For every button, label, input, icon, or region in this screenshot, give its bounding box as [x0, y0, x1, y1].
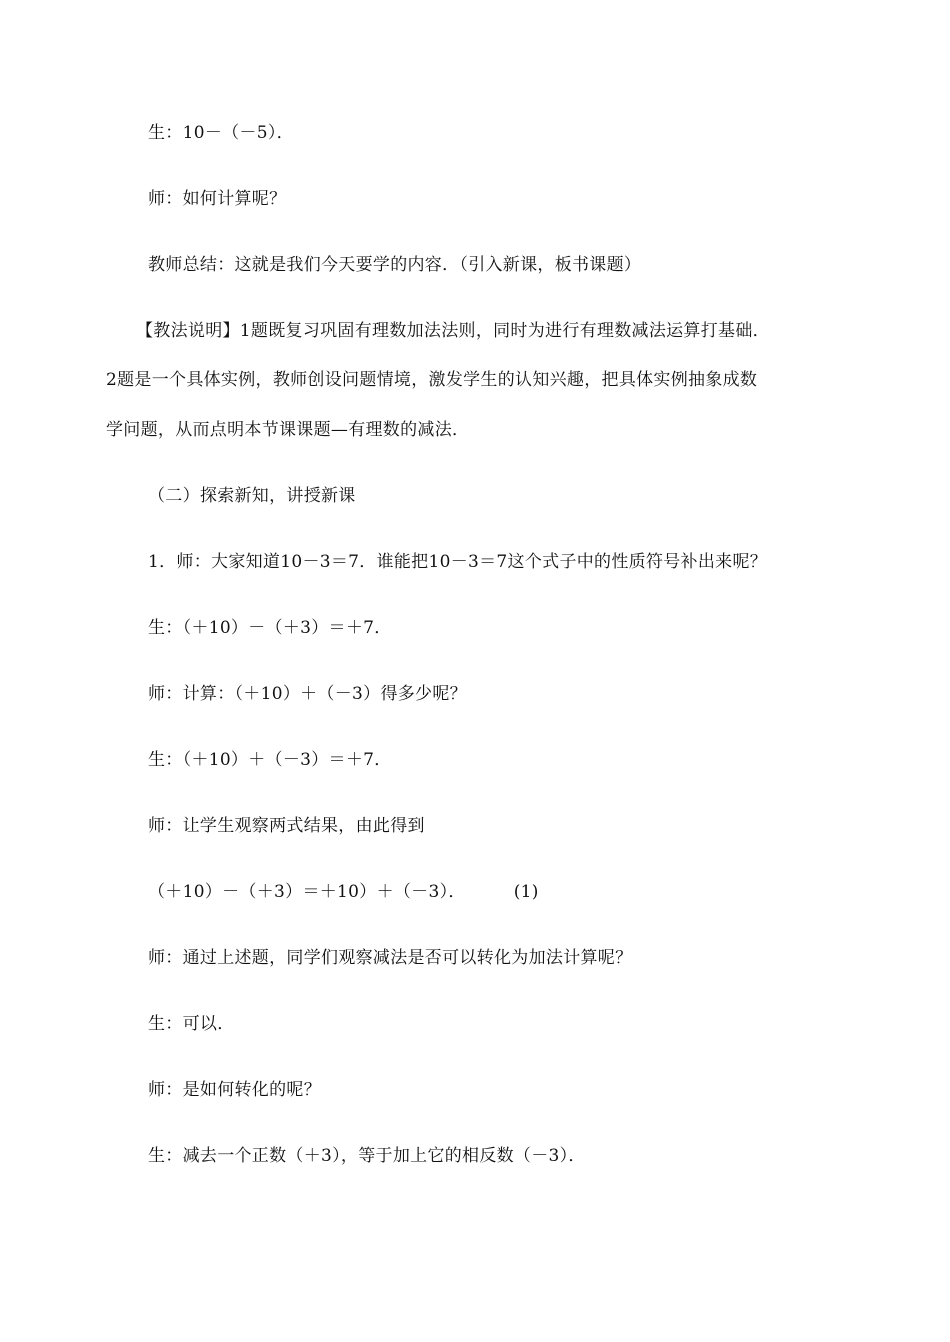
teacher-instruction-line: 师：让学生观察两式结果，由此得到 — [148, 816, 425, 836]
student-answer-line: 生：可以． — [148, 1014, 235, 1034]
teacher-summary-line: 教师总结：这就是我们今天要学的内容．（引入新课，板书课题） — [148, 255, 642, 275]
student-answer-line: 生：（＋10）－（＋3）＝＋7． — [148, 618, 392, 638]
teacher-question-line: 师：是如何转化的呢？ — [148, 1080, 321, 1100]
teacher-question-line: 师：计算：（＋10）＋（－3）得多少呢？ — [148, 684, 467, 704]
teacher-question-line: 师：通过上述题，同学们观察减法是否可以转化为加法计算呢？ — [148, 948, 633, 968]
equation-text: （＋10）－（＋3）＝＋10）＋（－3）． — [148, 882, 466, 902]
student-answer-line: 生：（＋10）＋（－3）＝＋7． — [148, 750, 392, 770]
equation-line — [148, 881, 539, 903]
method-note-line-1: 【教法说明】1题既复习巩固有理数加法法则，同时为进行有理数减法运算打基础． — [136, 321, 770, 341]
equation-number: (1) — [513, 882, 539, 902]
student-answer-line: 生：10－（－5）． — [148, 123, 294, 143]
exercise-1-line: 1．师：大家知道10－3＝7．谁能把10－3＝7这个式子中的性质符号补出来呢？ — [148, 552, 768, 572]
section-heading: （二）探索新知，讲授新课 — [148, 486, 356, 506]
teacher-question-line: 师：如何计算呢？ — [148, 189, 287, 209]
method-note-line-3: 学问题，从而点明本节课课题—有理数的减法． — [106, 420, 470, 440]
student-answer-line: 生：减去一个正数（＋3），等于加上它的相反数（－3）． — [148, 1146, 586, 1166]
method-note-line-2: 2题是一个具体实例，教师创设问题情境，激发学生的认知兴趣，把具体实例抽象成数 — [106, 370, 758, 390]
